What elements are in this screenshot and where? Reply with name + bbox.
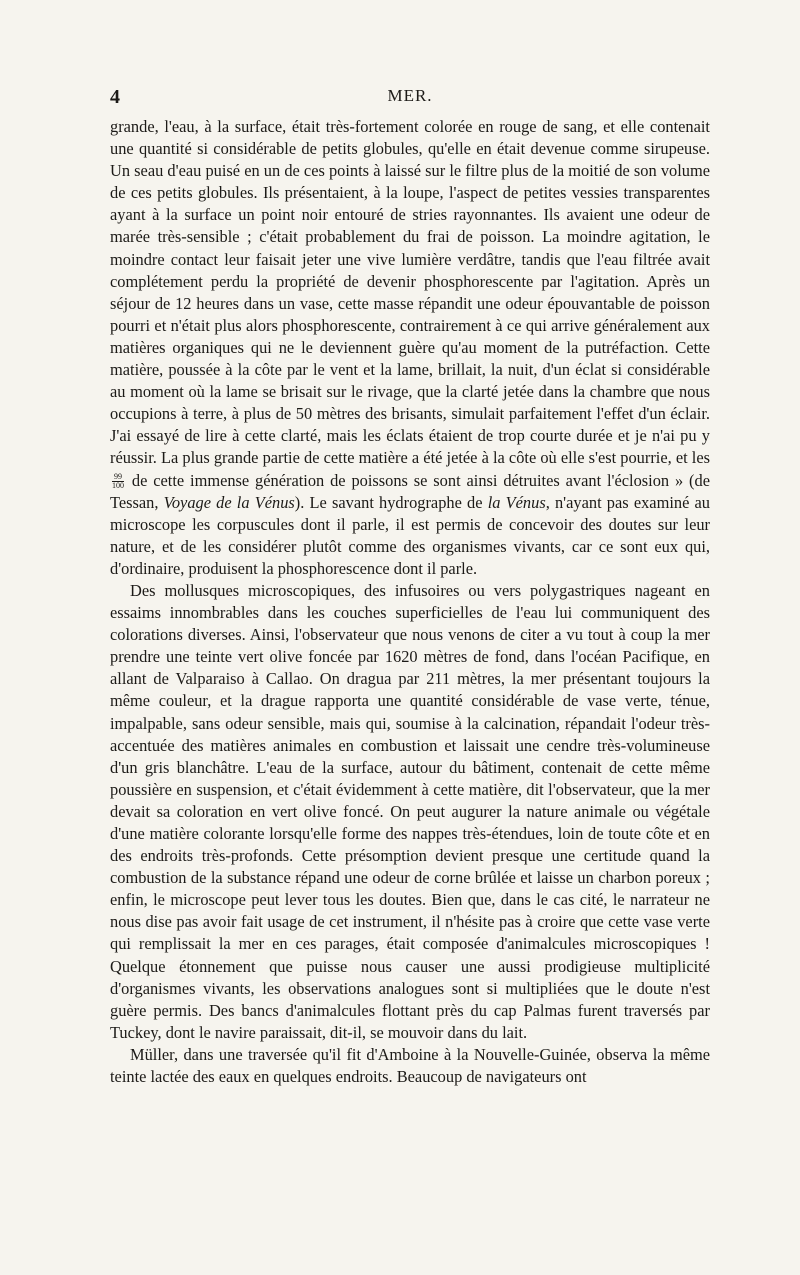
page-number: 4 (110, 86, 120, 108)
fraction-denominator: 100 (112, 481, 124, 491)
page-header (110, 86, 710, 116)
body-text (110, 116, 710, 1088)
running-title: MER. (387, 86, 433, 105)
fraction-numerator: 99 (114, 472, 122, 482)
ship-name: la Vénus (487, 492, 546, 512)
paragraph-2: Des mollusques microscopiques, des infusoires ou vers polygastriques nageant en essaims innombrables dans les couches superficielles de l'eau lui communiquent des colorations diverses. Ainsi, l'observateur que nous venons de citer a vu tout à coup la mer prendre une teinte vert olive foncée par 1620 mètres de fond, dans l'océan Pacifique, en allant de Valparaiso à Callao. On dragua par 211 mètres, la mer présentant toujours la même couleur, et la drague rapporta une quantité considérable de vase verte, ténue, impalpable, sans odeur sensible, mais qui, soumise à la calcination, répandait l'odeur très-accentuée des matières animales en combustion et laissait une cendre très-volumineuse d'un gris blanchâtre. L'eau de la surface, autour du bâtiment, contenait de cette même poussière en suspension, et c'était évidemment à cette matière, dit l'observateur, que la mer devait sa coloration en vert olive foncé. On peut augurer la nature animale ou végétale d'une matière colorante lorsqu'elle forme des nappes très-étendues, loin de toute côte et en des endroits très-profonds. Cette présomption devient presque une certitude quand la combustion de la substance répand une odeur de corne brûlée et laisse un charbon poreux ; enfin, le microscope peut lever tous les doutes. Bien que, dans le cas cité, le narrateur ne nous dise pas avoir fait usage de cet instrument, il n'hésite pas à croire que cette vase verte qui remplissait la mer en ces parages, était composée d'animalcules microscopiques ! Quelque étonnement que puisse nous causer une aussi prodigieuse multiplicité d'organismes vivants, les observations analogues sont si multipliées que le doute n'est guère permis. Des bancs d'animalcules flottant près du cap Palmas furent traversés par Tuckey, dont le navire paraissait, dit-il, se mouvoir dans du lait. (110, 580, 710, 1042)
citation-title: Voyage de la Vénus (163, 492, 295, 512)
book-page (110, 86, 710, 1088)
paragraph-1 (110, 116, 710, 580)
paragraph-1-text-d: , n'ayant pas examiné au microscope les corpuscules dont il parle, il est permis de concevoir des doutes sur leur nature, et de les considérer plutôt comme des organismes vivants, car ce sont eux qui, d'ordinaire, produisent la phosphorescence dont il parle. (110, 492, 710, 578)
paragraph-3: Müller, dans une traversée qu'il fit d'Amboine à la Nouvelle-Guinée, observa la même teinte lactée des eaux en quelques endroits. Beaucoup de navigateurs ont (110, 1044, 710, 1087)
fraction (112, 473, 124, 490)
paragraph-1-text-c: ). Le savant hydrographe de (294, 492, 483, 512)
paragraph-1-text-a: grande, l'eau, à la surface, était très-fortement colorée en rouge de sang, et elle contenait une quantité si considérable de petits globules, qu'elle en était devenue comme sirupeuse. Un seau d'eau puisé en un de ces points à laissé sur le filtre plus de la moitié de son volume de ces petits globules. Ils présentaient, à la loupe, l'aspect de petites vessies transparentes ayant à la surface un point noir entouré de stries rayonnantes. Ils avaient une odeur de marée très-sensible ; c'était probablement du frai de poisson. La moindre agitation, le moindre contact leur faisait jeter une vive lumière verdâtre, tandis que l'eau filtrée avait complétement perdu la propriété de devenir phosphorescente par l'agitation. Après un séjour de 12 heures dans un vase, cette masse répandit une odeur épouvantable de poisson pourri et n'était plus alors phosphorescente, contrairement à ce qui arrive généralement aux matières organiques qui ne le deviennent guère qu'au moment de la putréfaction. Cette matière, poussée à la côte par le vent et la lame, brillait, la nuit, d'un éclat si considérable au moment où la lame se brisait sur le rivage, que la clarté jetée dans la chambre que nous occupions à terre, à plus de 50 mètres des brisants, simulait parfaitement l'effet d'un éclair. J'ai essayé de lire à cette clarté, mais les éclats étaient de trop courte durée et je n'ai pu y réussir. La plus grande partie de cette matière a été jetée à la côte où elle s'est pourrie, et les (110, 117, 710, 468)
paragraph-1-text-b: de cette immense génération de poissons se sont ainsi détruites avant l'éclosion » (de Tessan, (110, 470, 710, 512)
